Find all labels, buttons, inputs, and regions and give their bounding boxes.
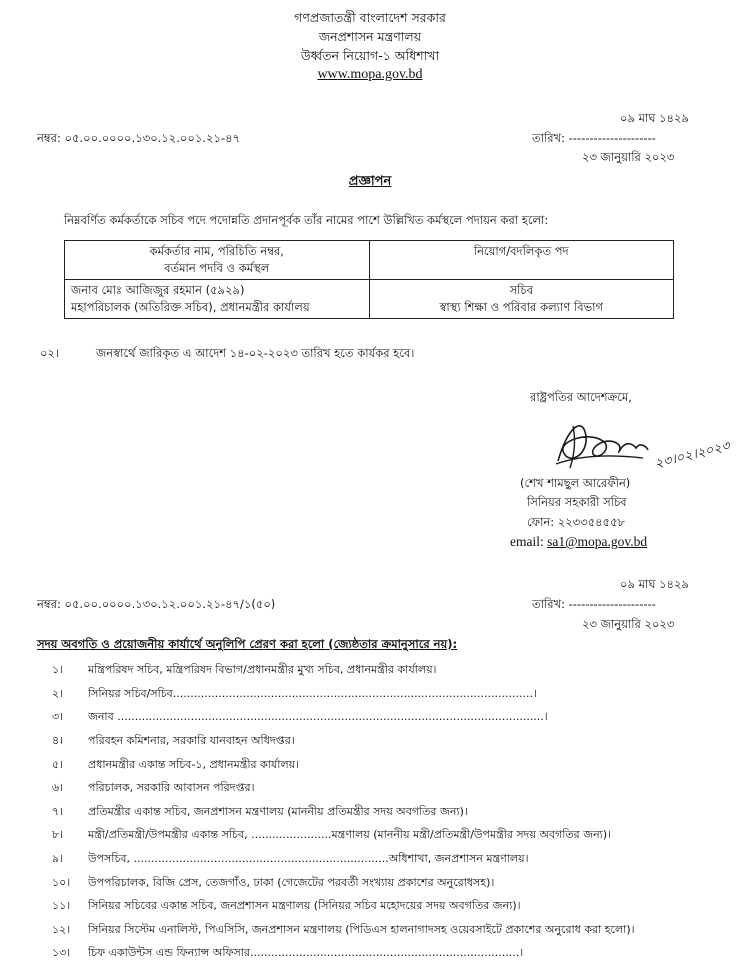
ministry-name: জনপ্রশাসন মন্ত্রণালয় (318, 29, 422, 44)
memo1-number: নম্বর: ০৫.০০.০০০০.১৩০.১২.০০১.২১-৪৭ (37, 131, 241, 145)
list-item-text: জনাব ..........................................................................................................................। (88, 710, 548, 724)
signatory-email-line (510, 534, 647, 550)
list-item (52, 801, 712, 825)
signatory-designation: সিনিয়র সহকারী সচিব (527, 495, 627, 509)
new-post-title: সচিব (509, 283, 533, 297)
memo2-date-label: তারিখ: --------------------- (532, 597, 656, 611)
list-item (52, 706, 712, 730)
list-item-text: মন্ত্রী/প্রতিমন্ত্রী/উপমন্ত্রীর একান্ত সচিব, .......................মন্ত্রণালয় (মাননীয় মন্ত্রী/প্রতিমন্ত্রী/উপমন্ত্রীর সদয় অবগতির জন্য)। (88, 828, 612, 842)
list-item (52, 871, 712, 895)
list-item-text: পরিচালক, সরকারি আবাসন পরিদপ্তর। (88, 781, 255, 795)
list-item-number: ১০। (52, 875, 71, 889)
signature-date: ২৩।০২।২০২৩ (653, 438, 732, 472)
list-item-number: ৫। (52, 757, 64, 771)
email-link[interactable]: sa1@mopa.gov.bd (547, 534, 648, 549)
list-item-text: উপসচিব, .........................................................................অধিশাখা, জনপ্রশাসন মন্ত্রণালয়। (88, 852, 529, 866)
memo2-date-english: ২৩ জানুয়ারি ২০২৩ (582, 617, 675, 631)
memo1-date-label: তারিখ: --------------------- (532, 131, 656, 145)
table-header-row (65, 241, 674, 280)
list-item (52, 824, 712, 848)
list-item (52, 942, 712, 966)
list-item-text: চিফ একাউন্টস এন্ড ফিন্যান্স অফিসার.............................................................................। (88, 946, 524, 960)
para2-text: জনস্বার্থে জারিকৃত এ আদেশ ১৪-০২-২০২৩ তারিখ হতে কার্যকর হবে। (96, 346, 415, 360)
new-post-division: স্বাস্থ্য শিক্ষা ও পরিবার কল্যাণ বিভাগ (439, 300, 604, 314)
list-item-number: ৯। (52, 852, 64, 866)
list-item-text: পরিবহন কমিশনার, সরকারি যানবাহন অধিদপ্তর। (88, 734, 295, 748)
distribution-list (52, 659, 712, 966)
website-link[interactable]: www.mopa.gov.bd (317, 67, 423, 82)
list-item-number: ৩। (52, 710, 64, 724)
list-item-text: সিনিয়র সচিব/সচিব.......................................................................................................। (88, 686, 537, 700)
list-item-number: ২। (52, 686, 64, 700)
list-item-text: প্রতিমন্ত্রীর একান্ত সচিব, জনপ্রশাসন মন্ত্রণালয় (মাননীয় প্রতিমন্ত্রীর সদয় অবগতির জন্য)। (88, 804, 468, 818)
handwritten-signature-icon (548, 406, 738, 481)
copy-heading: সদয় অবগতি ও প্রয়োজনীয় কার্যার্থে অনুলিপি প্রেরণ করা হলো (জ্যেষ্ঠতার ক্রমানুসারে নয়): (37, 637, 458, 651)
memo1-date-english: ২৩ জানুয়ারি ২০২৩ (582, 150, 675, 164)
intro-paragraph: নিম্নবর্ণিত কর্মকর্তাকে সচিব পদে পদোন্নতি প্রদানপূর্বক তাঁর নামের পাশে উল্লিখিত কর্মস্থলে পদায়ন করা হলো: (64, 213, 549, 227)
table-header-post (369, 241, 674, 280)
list-item-number: ১১। (52, 899, 71, 913)
officer-current-post: মহাপরিচালক (অতিরিক্ত সচিব), প্রধানমন্ত্রীর কার্যালয় (71, 300, 310, 314)
signatory-name: (শেখ শামছুল আরেফীন) (520, 476, 631, 490)
list-item-number: ১৩। (52, 946, 71, 960)
new-post-cell (369, 280, 674, 319)
list-item (52, 777, 712, 801)
list-item (52, 753, 712, 777)
list-item-number: ৬। (52, 781, 64, 795)
list-item (52, 848, 712, 872)
list-item-number: ১২। (52, 922, 71, 936)
header-officer-line1: কর্মকর্তার নাম, পরিচিতি নম্বর, (149, 244, 284, 258)
signatory-phone: ফোন: ২২৩৩৫৪৫৫৮ (527, 515, 626, 529)
list-item (52, 659, 712, 683)
header-post-text: নিয়োগ/বদলিকৃত পদ (473, 244, 569, 258)
email-label: email: (510, 534, 548, 549)
officer-name: জনাব মোঃ আজিজুর রহমান (৫৯২৯) (71, 283, 245, 297)
notice-title: প্রজ্ঞাপন (348, 174, 392, 189)
list-item-text: সিনিয়র সচিবের একান্ত সচিব, জনপ্রশাসন মন্ত্রণালয় (সিনিয়র সচিব মহোদয়ের সদয় অবগতির জন্য)। (88, 899, 521, 913)
list-item-number: ৮। (52, 828, 64, 842)
list-item (52, 683, 712, 707)
list-item-text: সিনিয়র সিস্টেম এনালিস্ট, পিএসিসি, জনপ্রশাসন মন্ত্রণালয় (পিডিএস হালনাগাদসহ ওয়েবসাইটে প্রকাশের অনুরোধ করা হলো)। (88, 922, 635, 936)
officer-cell (65, 280, 370, 319)
list-item (52, 895, 712, 919)
wing-name: উর্ধ্বতন নিয়োগ-১ অধিশাখা (300, 48, 440, 63)
govt-name: গণপ্রজাতন্ত্রী বাংলাদেশ সরকার (294, 10, 446, 25)
memo2-date-bangla: ০৯ মাঘ ১৪২৯ (620, 577, 689, 591)
list-item-number: ৭। (52, 804, 64, 818)
by-order-text: রাষ্ট্রপতির আদেশক্রমে, (530, 390, 632, 404)
memo1-date-bangla: ০৯ মাঘ ১৪২৯ (620, 111, 689, 125)
list-item-number: ১। (52, 663, 64, 677)
posting-table (64, 240, 674, 319)
list-item-text: মন্ত্রিপরিষদ সচিব, মন্ত্রিপরিষদ বিভাগ/প্রধানমন্ত্রীর মুখ্য সচিব, প্রধানমন্ত্রীর কার্যালয়। (88, 663, 437, 677)
list-item-text: প্রধানমন্ত্রীর একান্ত সচিব-১, প্রধানমন্ত্রীর কার্যালয়। (88, 757, 300, 771)
table-row (65, 280, 674, 319)
header-officer-line2: বর্তমান পদবি ও কর্মস্থল (164, 261, 270, 275)
list-item-number: ৪। (52, 734, 64, 748)
list-item (52, 919, 712, 943)
table-header-officer (65, 241, 370, 280)
memo2-number: নম্বর: ০৫.০০.০০০০.১৩০.১২.০০১.২১-৪৭/১(৫০) (37, 597, 276, 611)
list-item (52, 730, 712, 754)
list-item-text: উপপরিচালক, বিজি প্রেস, তেজগাঁও, ঢাকা (গেজেটের পরবর্তী সংখ্যায় প্রকাশের অনুরোধসহ)। (88, 875, 495, 889)
para2-number: ০২। (40, 346, 60, 360)
